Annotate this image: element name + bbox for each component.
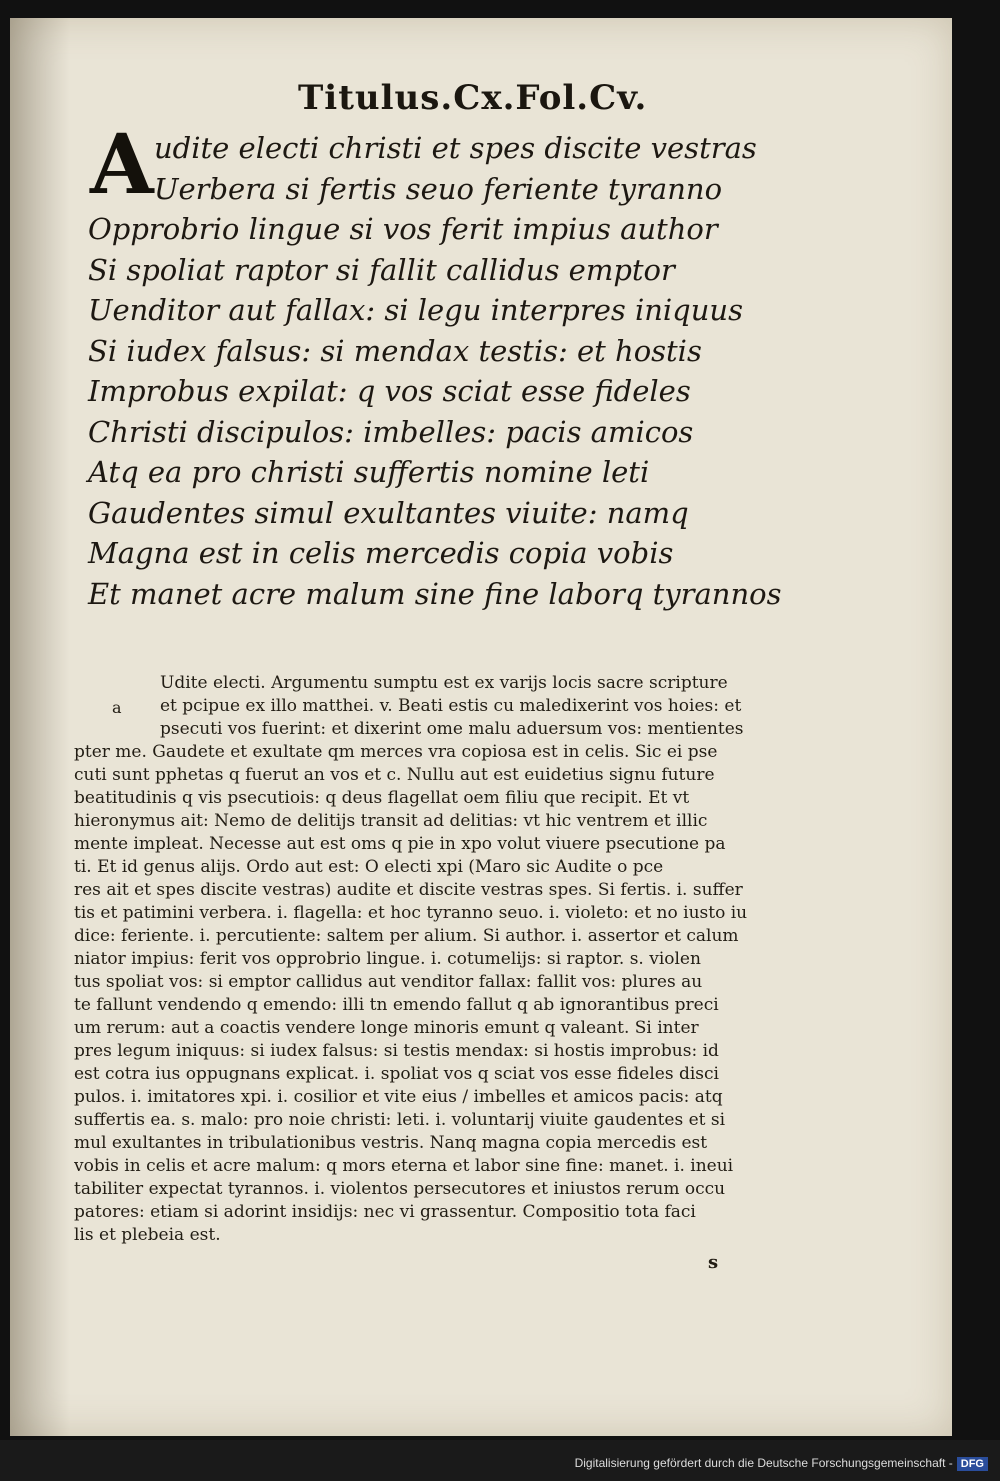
commentary-line: suffertis ea. s. malo: pro noie christi: leti. i. voluntarij viuite gaudentes et si bbox=[74, 1110, 726, 1130]
running-header: Titulus.Cx.Fol.Cv. bbox=[298, 78, 648, 118]
commentary-line: dice: feriente. i. percutiente: saltem per alium. Si author. i. assertor et calum bbox=[74, 926, 739, 946]
verse-line: Magna est in celis mercedis copia vobis bbox=[88, 536, 674, 570]
commentary-line: pulos. i. imitatores xpi. i. cosilior et vite eius / imbelles et amicos pacis: atq bbox=[74, 1087, 723, 1107]
commentary-line: mul exultantes in tribulationibus vestris. Nanq magna copia mercedis est bbox=[74, 1133, 708, 1153]
dfg-logo: DFG bbox=[957, 1457, 988, 1471]
verse-line: Atq ea pro christi suffertis nomine leti bbox=[88, 455, 650, 489]
commentary-line: ti. Et id genus alijs. Ordo aut est: O electi xpi (Maro sic Audite o pce bbox=[74, 857, 664, 877]
commentary-line: um rerum: aut a coactis vendere longe minoris emunt q valeant. Si inter bbox=[74, 1018, 699, 1038]
verse-line: Opprobrio lingue si vos ferit impius author bbox=[88, 212, 718, 246]
commentary-line: pres legum iniquus: si iudex falsus: si testis mendax: si hostis improbus: id bbox=[74, 1041, 719, 1061]
marginal-note: a bbox=[112, 698, 122, 717]
commentary-line: hieronymus ait: Nemo de delitijs transit ad delitias: vt hic ventrem et illic bbox=[74, 811, 708, 831]
commentary-line: et pcipue ex illo matthei. v. Beati estis cu maledixerint vos hoies: et bbox=[160, 696, 742, 716]
commentary-line: tabiliter expectat tyrannos. i. violentos persecutores et iniustos rerum occu bbox=[74, 1179, 726, 1199]
commentary-line: tus spoliat vos: si emptor callidus aut venditor fallax: fallit vos: plures au bbox=[74, 972, 703, 992]
verse-line: Uerbera si fertis seuo feriente tyranno bbox=[154, 171, 723, 206]
commentary-block bbox=[74, 672, 774, 1247]
verse-line: Gaudentes simul exultantes viuite: namq bbox=[88, 495, 689, 530]
commentary-line: pter me. Gaudete et exultate qm merces vra copiosa est in celis. Sic ei pse bbox=[74, 742, 718, 762]
commentary-line: tis et patimini verbera. i. flagella: et hoc tyranno seuo. i. violeto: et no iusto iu bbox=[74, 903, 748, 923]
footer-text: Digitalisierung gefördert durch die Deutsche Forschungsgemeinschaft - bbox=[574, 1456, 953, 1470]
decorated-initial: A bbox=[90, 117, 154, 213]
verse-line: Si spoliat raptor si fallit callidus emptor bbox=[88, 252, 675, 287]
verse-line: Si iudex falsus: si mendax testis: et hostis bbox=[88, 333, 702, 368]
verse-block bbox=[88, 117, 782, 614]
commentary-line: patores: etiam si adorint insidijs: nec vi grassentur. Compositio tota faci bbox=[74, 1202, 696, 1222]
commentary-line: mente impleat. Necesse aut est oms q pie in xpo volut viuere psecutione pa bbox=[74, 834, 726, 854]
commentary-line: psecuti vos fuerint: et dixerint ome malu aduersum vos: mentientes bbox=[160, 719, 744, 739]
commentary-line: lis et plebeia est. bbox=[74, 1225, 221, 1245]
commentary-line: res ait et spes discite vestras) audite et discite vestras spes. Si fertis. i. suffer bbox=[74, 880, 743, 900]
dfg-footer bbox=[575, 1456, 988, 1471]
commentary-line: cuti sunt pphetas q fuerut an vos et c. Nullu aut est euidetius signu future bbox=[74, 765, 715, 785]
verse-line: Uenditor aut fallax: si legu interpres iniquus bbox=[88, 293, 743, 327]
commentary-line: Udite electi. Argumentu sumptu est ex varijs locis sacre scripture bbox=[160, 673, 728, 693]
commentary-line: beatitudinis q vis psecutiois: q deus flagellat oem filiu que recipit. Et vt bbox=[74, 788, 690, 808]
verse-line: udite electi christi et spes discite vestras bbox=[154, 131, 757, 165]
commentary-line: vobis in celis et acre malum: q mors eterna et labor sine fine: manet. i. ineui bbox=[74, 1156, 734, 1176]
commentary-line: est cotra ius oppugnans explicat. i. spoliat vos q sciat vos esse fideles disci bbox=[74, 1064, 719, 1084]
commentary-line: niator impius: ferit vos opprobrio lingue. i. cotumelijs: si raptor. s. violen bbox=[74, 949, 701, 969]
verse-line: Et manet acre malum sine fine laborq tyrannos bbox=[88, 576, 782, 611]
commentary-line: te fallunt vendendo q emendo: illi tn emendo fallut q ab ignorantibus preci bbox=[74, 995, 719, 1015]
verse-line: Improbus expilat: q vos sciat esse fideles bbox=[88, 374, 691, 408]
verse-line: Christi discipulos: imbelles: pacis amicos bbox=[88, 414, 694, 449]
signature-mark: s bbox=[708, 1252, 719, 1273]
